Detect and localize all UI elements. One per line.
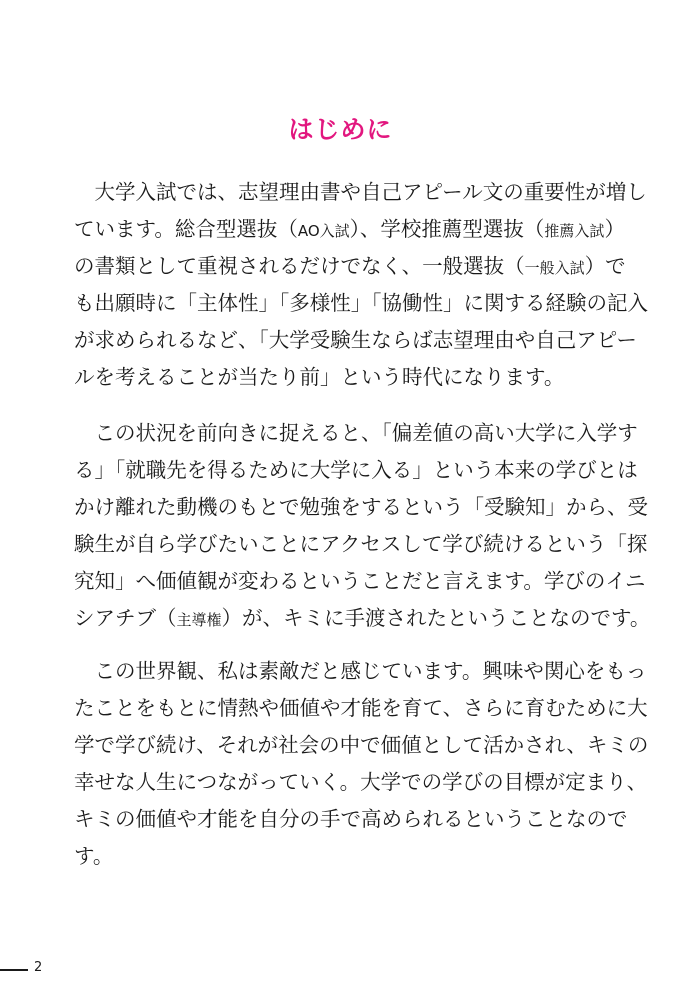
paragraph-line [74, 727, 649, 764]
text-run: も出願時に「主体性」「多様性」「協働性」に関する経験の記入 [74, 291, 648, 315]
text-run: たことをもとに情熱や価値や才能を育て、さらに育むために大 [74, 696, 648, 720]
small-annotation: 主導権 [176, 611, 222, 629]
paragraph-line [74, 801, 628, 838]
paragraph-line [74, 489, 648, 526]
text-run: ルを考えることが当たり前」という時代になります。 [74, 365, 565, 389]
paragraph-line [74, 600, 651, 637]
page-number: 2 [34, 960, 43, 975]
paragraph-line [74, 526, 648, 563]
text-run: の書類として重視されるだけでなく、一般選抜（ [74, 254, 525, 278]
paragraph-3 [74, 653, 649, 875]
paragraph-line [74, 690, 648, 727]
text-run: かけ離れた動機のもとで勉強をするという「受験知」から、受 [74, 495, 648, 519]
page-title: はじめに [288, 115, 393, 144]
paragraph-line [74, 563, 646, 600]
paragraph-line [74, 211, 625, 248]
text-run: 幸せな人生につながっていく。大学での学びの目標が定まり、 [74, 770, 648, 794]
small-annotation: 一般入試 [524, 259, 585, 277]
text-run: ています。総合型選抜（ [74, 217, 298, 241]
paragraph-line [74, 838, 622, 875]
text-run: ）で [584, 254, 626, 278]
page-number-rule [0, 969, 28, 971]
small-annotation: AO入試 [297, 222, 350, 240]
paragraph-line [74, 174, 647, 211]
text-run: ） [604, 217, 625, 241]
text-run: ）、学校推薦型選抜（ [349, 217, 545, 241]
text-run: シアチブ（ [74, 606, 177, 630]
paragraph-line [74, 653, 647, 690]
paragraph-line [74, 764, 648, 801]
text-run: 学で学び続け、それが社会の中で価値として活かされ、キミの [74, 733, 649, 757]
paragraph-line [74, 322, 637, 359]
text-run: キミの価値や才能を自分の手で高められるということなので [74, 807, 628, 831]
paragraph-line [74, 452, 638, 489]
text-run: この世界観、私は素敵だと感じています。興味や関心をもっ [74, 659, 647, 683]
paragraph-line [74, 415, 638, 452]
text-run: ）が、キミに手渡されたということなのです。 [221, 606, 651, 630]
text-run: が求められるなど、「大学受験生ならば志望理由や自己アピー [74, 328, 637, 352]
paragraph-2 [74, 415, 651, 637]
paragraph-line [74, 285, 648, 322]
paragraph-line [74, 359, 622, 396]
text-run: る」「就職先を得るために大学に入る」という本来の学びとは [74, 458, 638, 482]
text-run: 験生が自ら学びたいことにアクセスして学び続けるという「探 [74, 532, 648, 556]
paragraph-1 [74, 174, 648, 396]
text-run: 究知」へ価値観が変わるということだと言えます。学びのイニ [74, 569, 646, 593]
text-run: この状況を前向きに捉えると、「偏差値の高い大学に入学す [74, 421, 638, 445]
text-run: す。 [74, 844, 114, 868]
paragraph-line [74, 248, 626, 285]
text-run: 大学入試では、志望理由書や自己アピール文の重要性が増し [74, 180, 647, 204]
small-annotation: 推薦入試 [544, 222, 605, 240]
